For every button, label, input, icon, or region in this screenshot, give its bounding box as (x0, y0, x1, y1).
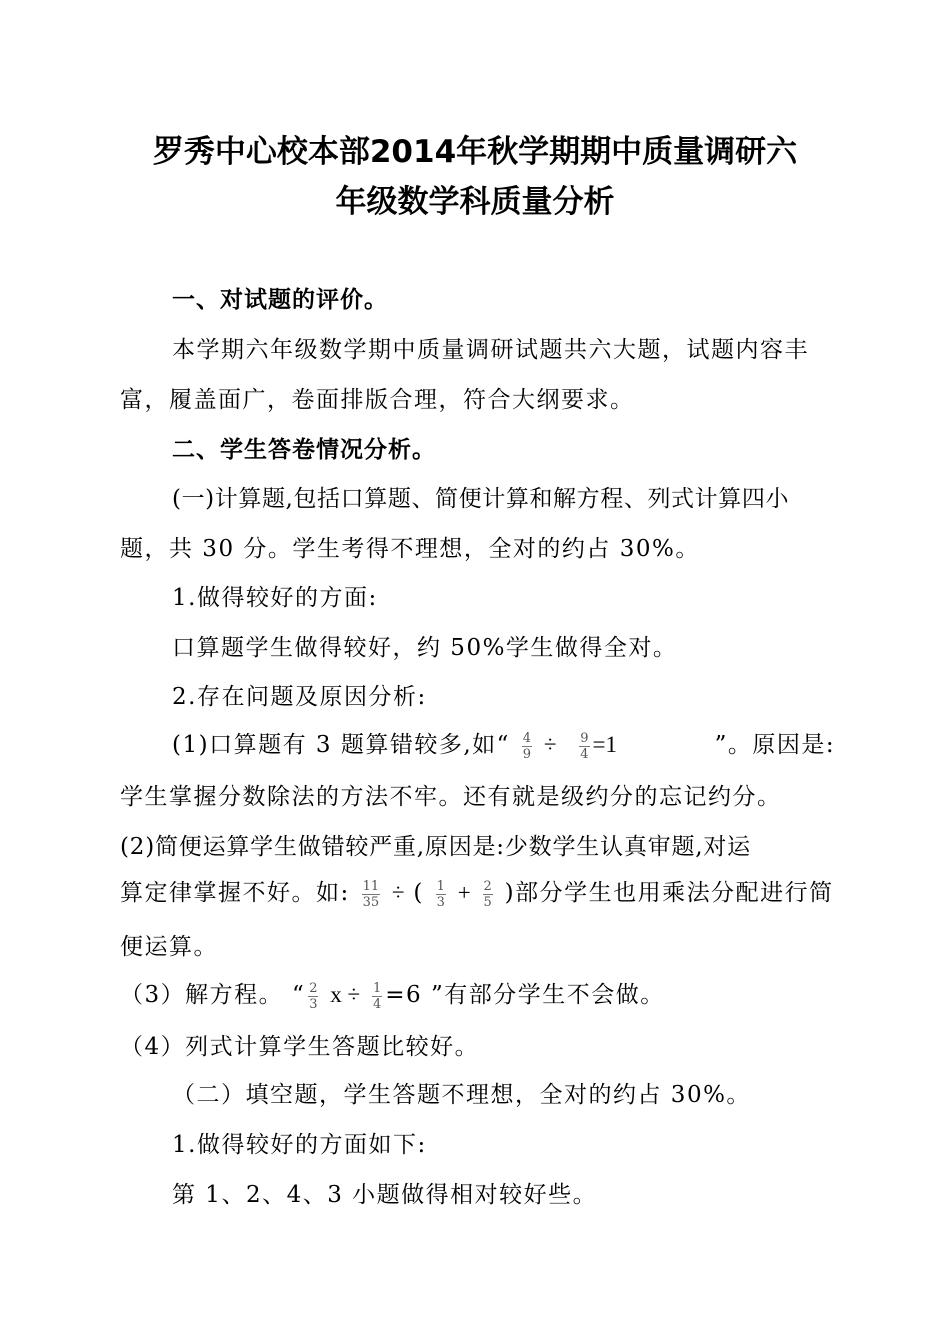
fraction-numerator: 4 (522, 730, 531, 746)
paragraph-line: 富，履盖面广，卷面排版合理，符合大纲要求。 (120, 387, 635, 413)
paragraph-line: 本学期六年级数学期中质量调研试题共六大题，试题内容丰 (172, 337, 809, 363)
paragraph-line: 题，共 30 分。学生考得不理想，全对的约占 30%。 (120, 536, 700, 562)
fraction (362, 879, 381, 910)
section-1-heading: 一、对试题的评价。 (172, 287, 388, 313)
math-expression: x ÷ (330, 982, 361, 1007)
math-result: =1 (592, 732, 618, 757)
fraction (483, 879, 493, 910)
paragraph-line: 第 1、2、4、3 小题做得相对较好些。 (172, 1182, 598, 1208)
paragraph-line: (一)计算题,包括口算题、简便计算和解方程、列式计算四小 (172, 486, 790, 512)
paragraph-line: （4）列式计算学生答题比较好。 (120, 1034, 480, 1060)
fraction-denominator: 35 (362, 894, 380, 910)
subheading: 1.做得较好的方面: (172, 585, 378, 611)
fraction-numerator: 2 (483, 878, 492, 894)
text-segment: )部分学生也用乘法分配进行简 (504, 880, 834, 906)
section-2-heading: 二、学生答卷情况分析。 (172, 437, 436, 463)
fraction (579, 731, 589, 762)
paragraph-line: 便运算。 (120, 934, 218, 960)
math-operator: ÷ (391, 880, 405, 905)
text-segment: （3）解方程。 “ (120, 982, 306, 1008)
problem-2-line (120, 878, 834, 910)
text-segment: 算定律掌握不好。如: (120, 880, 350, 906)
text-segment: =6 ”有部分学生不会做。 (385, 982, 665, 1008)
fraction (308, 981, 318, 1012)
fraction-denominator: 9 (522, 746, 531, 762)
fraction-denominator: 4 (580, 746, 589, 762)
text-segment: ”。原因是: (714, 732, 836, 758)
section-2-sub-heading: （二）填空题，学生答题不理想，全对的约占 30%。 (172, 1082, 751, 1108)
fraction (522, 731, 532, 762)
paragraph-line: 口算题学生做得较好，约 50%学生做得全对。 (172, 635, 678, 661)
problem-1-line (172, 730, 852, 762)
problem-3-line (120, 980, 665, 1012)
subheading: 2.存在问题及原因分析: (172, 684, 427, 710)
math-operator: + (457, 880, 471, 905)
fraction-denominator: 4 (372, 996, 382, 1012)
fraction-numerator: 11 (362, 878, 380, 894)
subheading: 1.做得较好的方面如下: (172, 1132, 427, 1158)
fraction-denominator: 3 (309, 996, 318, 1012)
fraction-numerator: 1 (436, 878, 445, 894)
fraction-denominator: 5 (483, 894, 492, 910)
fraction (436, 879, 446, 910)
paragraph-line: 学生掌握分数除法的方法不牢。还有就是级约分的忘记约分。 (120, 784, 782, 810)
document-title-line-1: 罗秀中心校本部2014年秋学期期中质量调研六 (152, 134, 798, 170)
fraction-denominator: 3 (436, 894, 445, 910)
fraction-numerator: 9 (580, 730, 589, 746)
text-segment: (1)口算题有 3 题算错较多,如“ (172, 732, 510, 758)
document-title-line-2: 年级数学科质量分析 (335, 184, 615, 220)
fraction-numerator: 2 (309, 980, 318, 996)
fraction (372, 981, 382, 1012)
paragraph-line: (2)简便运算学生做错较严重,原因是:少数学生认真审题,对运 (120, 834, 751, 860)
fraction-numerator: 1 (372, 980, 382, 996)
math-paren: ( (413, 880, 424, 906)
math-operator: ÷ (543, 732, 557, 757)
